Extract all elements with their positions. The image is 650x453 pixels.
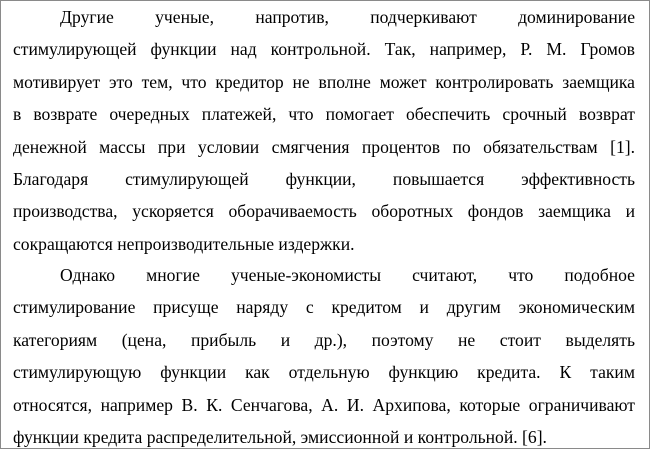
paragraph-economists-opinion (13, 259, 635, 453)
paragraph-stimulating-function (13, 1, 635, 260)
text-line: мотивирует это тем, что кредитор не вполне может контролировать заемщика (13, 71, 635, 92)
text-line: Однако многие ученые-экономисты считают, что подобное (60, 265, 635, 285)
text-line: категориям (цена, прибыль и др.), поэтому не стоит выделять (13, 329, 635, 350)
text-line: стимулирующую функции как отдельную функцию кредита. К таким (13, 362, 635, 383)
text-line: денежной массы при условии смягчения процентов по обязательствам [1]. (13, 136, 635, 157)
text-line: в возврате очередных платежей, что помогает обеспечить срочный возврат (13, 104, 635, 125)
text-line: сокращаются непроизводительные издержки. (13, 233, 355, 254)
text-line: стимулирование присуще наряду с кредитом и другим экономическим (13, 297, 635, 318)
text-line: относятся, например В. К. Сенчагова, А. И. Архипова, которые ограничивают (13, 394, 635, 415)
text-line: Благодаря стимулирующей функции, повышается эффективность (13, 168, 635, 189)
text-line: стимулирующей функции над контрольной. Так, например, Р. М. Громов (13, 39, 635, 60)
text-line: производства, ускоряется оборачиваемость оборотных фондов заемщика и (13, 201, 635, 222)
text-line: Другие ученые, напротив, подчеркивают доминирование (60, 7, 635, 27)
text-line: функции кредита распределительной, эмиссионной и контрольной. [6]. (13, 426, 547, 447)
